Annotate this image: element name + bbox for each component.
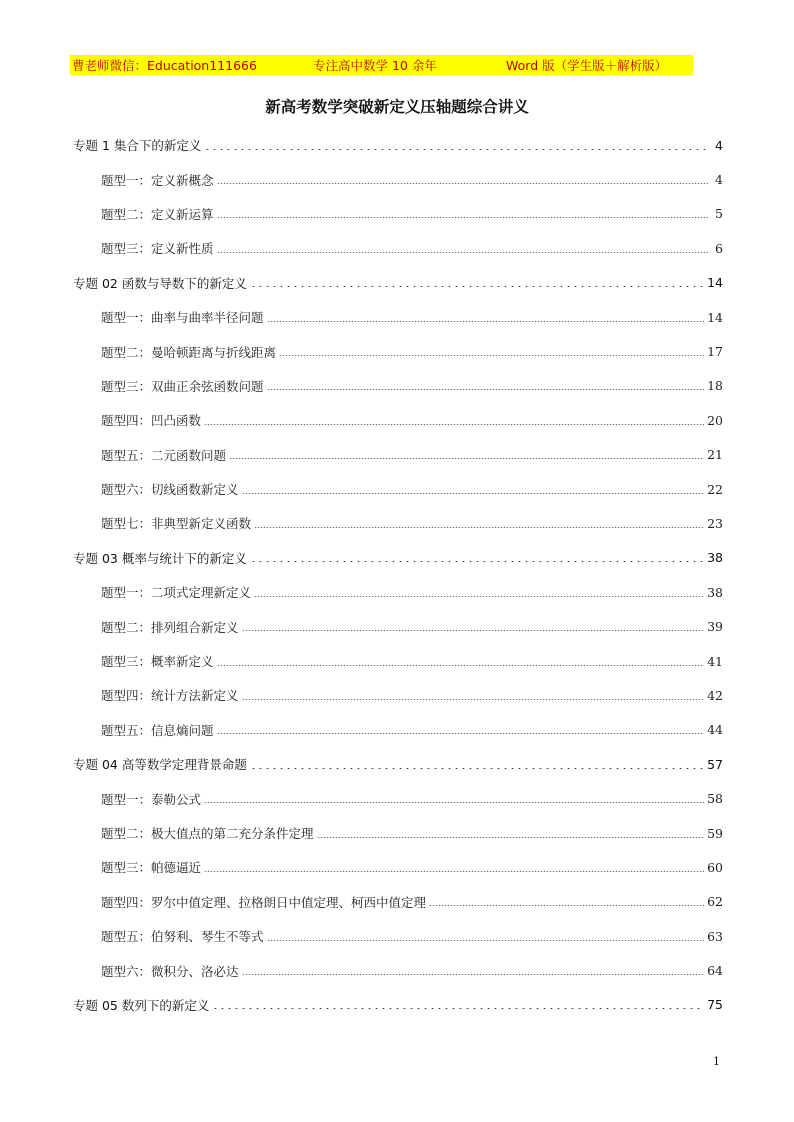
toc-section-entry[interactable] [73,850,723,884]
toc-dot-leader [317,837,705,838]
toc-section-entry[interactable] [73,575,723,609]
header-version: Word 版（学生版＋解析版） [506,58,668,73]
toc-entry-label: 专题 03 概率与统计下的新定义 [73,550,247,566]
toc-dot-leader [254,527,704,528]
toc-entry-label: 题型六：微积分、洛必达 [101,963,239,979]
toc-dot-leader [429,905,704,906]
toc-dot-leader [267,321,705,322]
toc-section-entry[interactable] [73,885,723,919]
toc-entry-page: 57 [707,756,723,772]
toc-chapter-entry[interactable] [73,128,723,162]
header-focus: 专注高中数学 10 余年 [313,58,437,73]
toc-entry-page: 39 [707,619,723,635]
toc-entry-label: 题型一：定义新概念 [101,172,214,188]
toc-section-entry[interactable] [73,713,723,747]
toc-dot-leader [217,665,705,666]
table-of-contents [73,128,723,1022]
toc-entry-page: 42 [707,687,723,703]
toc-dot-leader [204,802,704,803]
toc-dot-leader [242,493,705,494]
toc-dot-leader [267,389,705,390]
toc-dot-leader [242,699,705,700]
toc-entry-page: 44 [707,722,723,738]
toc-entry-label: 题型五：伯努利、琴生不等式 [101,929,264,945]
toc-dot-leader [217,252,708,253]
toc-entry-label: 题型二：排列组合新定义 [101,619,239,635]
toc-entry-label: 题型五：信息熵问题 [101,722,214,738]
toc-entry-page: 38 [707,584,723,600]
toc-entry-page: 4 [715,172,723,188]
toc-chapter-entry[interactable] [73,541,723,575]
toc-chapter-entry[interactable] [73,988,723,1022]
toc-dot-leader [242,974,705,975]
toc-entry-label: 题型三：概率新定义 [101,654,214,670]
toc-dot-leader [204,871,704,872]
toc-entry-page: 58 [707,791,723,807]
toc-entry-page: 59 [707,825,723,841]
toc-entry-page: 4 [715,137,723,153]
toc-section-entry[interactable] [73,231,723,265]
toc-dot-leader [250,561,704,562]
toc-entry-label: 题型一：二项式定理新定义 [101,585,252,601]
toc-chapter-entry[interactable] [73,266,723,300]
toc-entry-label: 专题 02 函数与导数下的新定义 [73,275,247,291]
toc-dot-leader [250,286,704,287]
toc-section-entry[interactable] [73,919,723,953]
page-number: 1 [713,1055,720,1068]
toc-section-entry[interactable] [73,609,723,643]
toc-entry-page: 18 [707,378,723,394]
toc-section-entry[interactable] [73,644,723,678]
toc-section-entry[interactable] [73,162,723,196]
toc-entry-label: 题型四：凹凸函数 [101,413,202,429]
toc-section-entry[interactable] [73,678,723,712]
toc-dot-leader [279,355,704,356]
toc-entry-page: 23 [707,515,723,531]
toc-entry-page: 14 [707,309,723,325]
toc-entry-label: 题型三：定义新性质 [101,241,214,257]
toc-entry-page: 64 [707,963,723,979]
toc-dot-leader [217,733,705,734]
toc-section-entry[interactable] [73,953,723,987]
toc-entry-label: 专题 05 数列下的新定义 [73,997,210,1013]
toc-entry-page: 75 [707,997,723,1013]
toc-entry-label: 题型四：统计方法新定义 [101,688,239,704]
toc-entry-label: 题型二：曼哈顿距离与折线距离 [101,344,277,360]
toc-entry-page: 62 [707,894,723,910]
toc-section-entry[interactable] [73,300,723,334]
toc-section-entry[interactable] [73,438,723,472]
toc-section-entry[interactable] [73,403,723,437]
toc-entry-label: 题型二：定义新运算 [101,206,214,222]
toc-dot-leader [217,217,708,218]
toc-entry-page: 38 [707,550,723,566]
toc-dot-leader [217,183,708,184]
toc-section-entry[interactable] [73,472,723,506]
toc-entry-page: 20 [707,412,723,428]
toc-dot-leader [267,940,705,941]
toc-entry-page: 17 [707,344,723,360]
document-title: 新高考数学突破新定义压轴题综合讲义 [265,98,529,116]
toc-entry-label: 题型四：罗尔中值定理、拉格朗日中值定理、柯西中值定理 [101,894,427,910]
toc-section-entry[interactable] [73,506,723,540]
toc-entry-page: 60 [707,859,723,875]
toc-dot-leader [242,630,705,631]
toc-dot-leader [229,458,704,459]
toc-entry-page: 41 [707,653,723,669]
toc-entry-page: 14 [707,275,723,291]
toc-dot-leader [204,149,708,150]
toc-section-entry[interactable] [73,816,723,850]
toc-entry-page: 5 [715,206,723,222]
toc-section-entry[interactable] [73,781,723,815]
toc-section-entry[interactable] [73,369,723,403]
toc-entry-label: 题型三：帕德逼近 [101,860,202,876]
toc-entry-label: 题型七：非典型新定义函数 [101,516,252,532]
toc-entry-label: 题型一：曲率与曲率半径问题 [101,310,264,326]
toc-dot-leader [212,1008,704,1009]
toc-dot-leader [254,596,704,597]
toc-entry-label: 题型六：切线函数新定义 [101,482,239,498]
toc-entry-label: 题型三：双曲正余弦函数问题 [101,378,264,394]
toc-dot-leader [204,424,704,425]
header-banner [70,55,693,75]
toc-entry-page: 21 [707,447,723,463]
toc-entry-label: 题型五：二元函数问题 [101,447,227,463]
toc-entry-page: 63 [707,928,723,944]
toc-entry-page: 22 [707,481,723,497]
toc-entry-label: 题型一：泰勒公式 [101,791,202,807]
toc-entry-label: 专题 04 高等数学定理背景命题 [73,757,247,773]
header-contact: 曹老师微信：Education111666 [72,58,257,73]
toc-entry-label: 题型二：极大值点的第二充分条件定理 [101,826,314,841]
toc-section-entry[interactable] [73,197,723,231]
toc-chapter-entry[interactable] [73,747,723,781]
toc-entry-page: 6 [715,240,723,256]
toc-dot-leader [250,768,704,769]
toc-entry-label: 专题 1 集合下的新定义 [73,138,202,154]
toc-section-entry[interactable] [73,334,723,368]
